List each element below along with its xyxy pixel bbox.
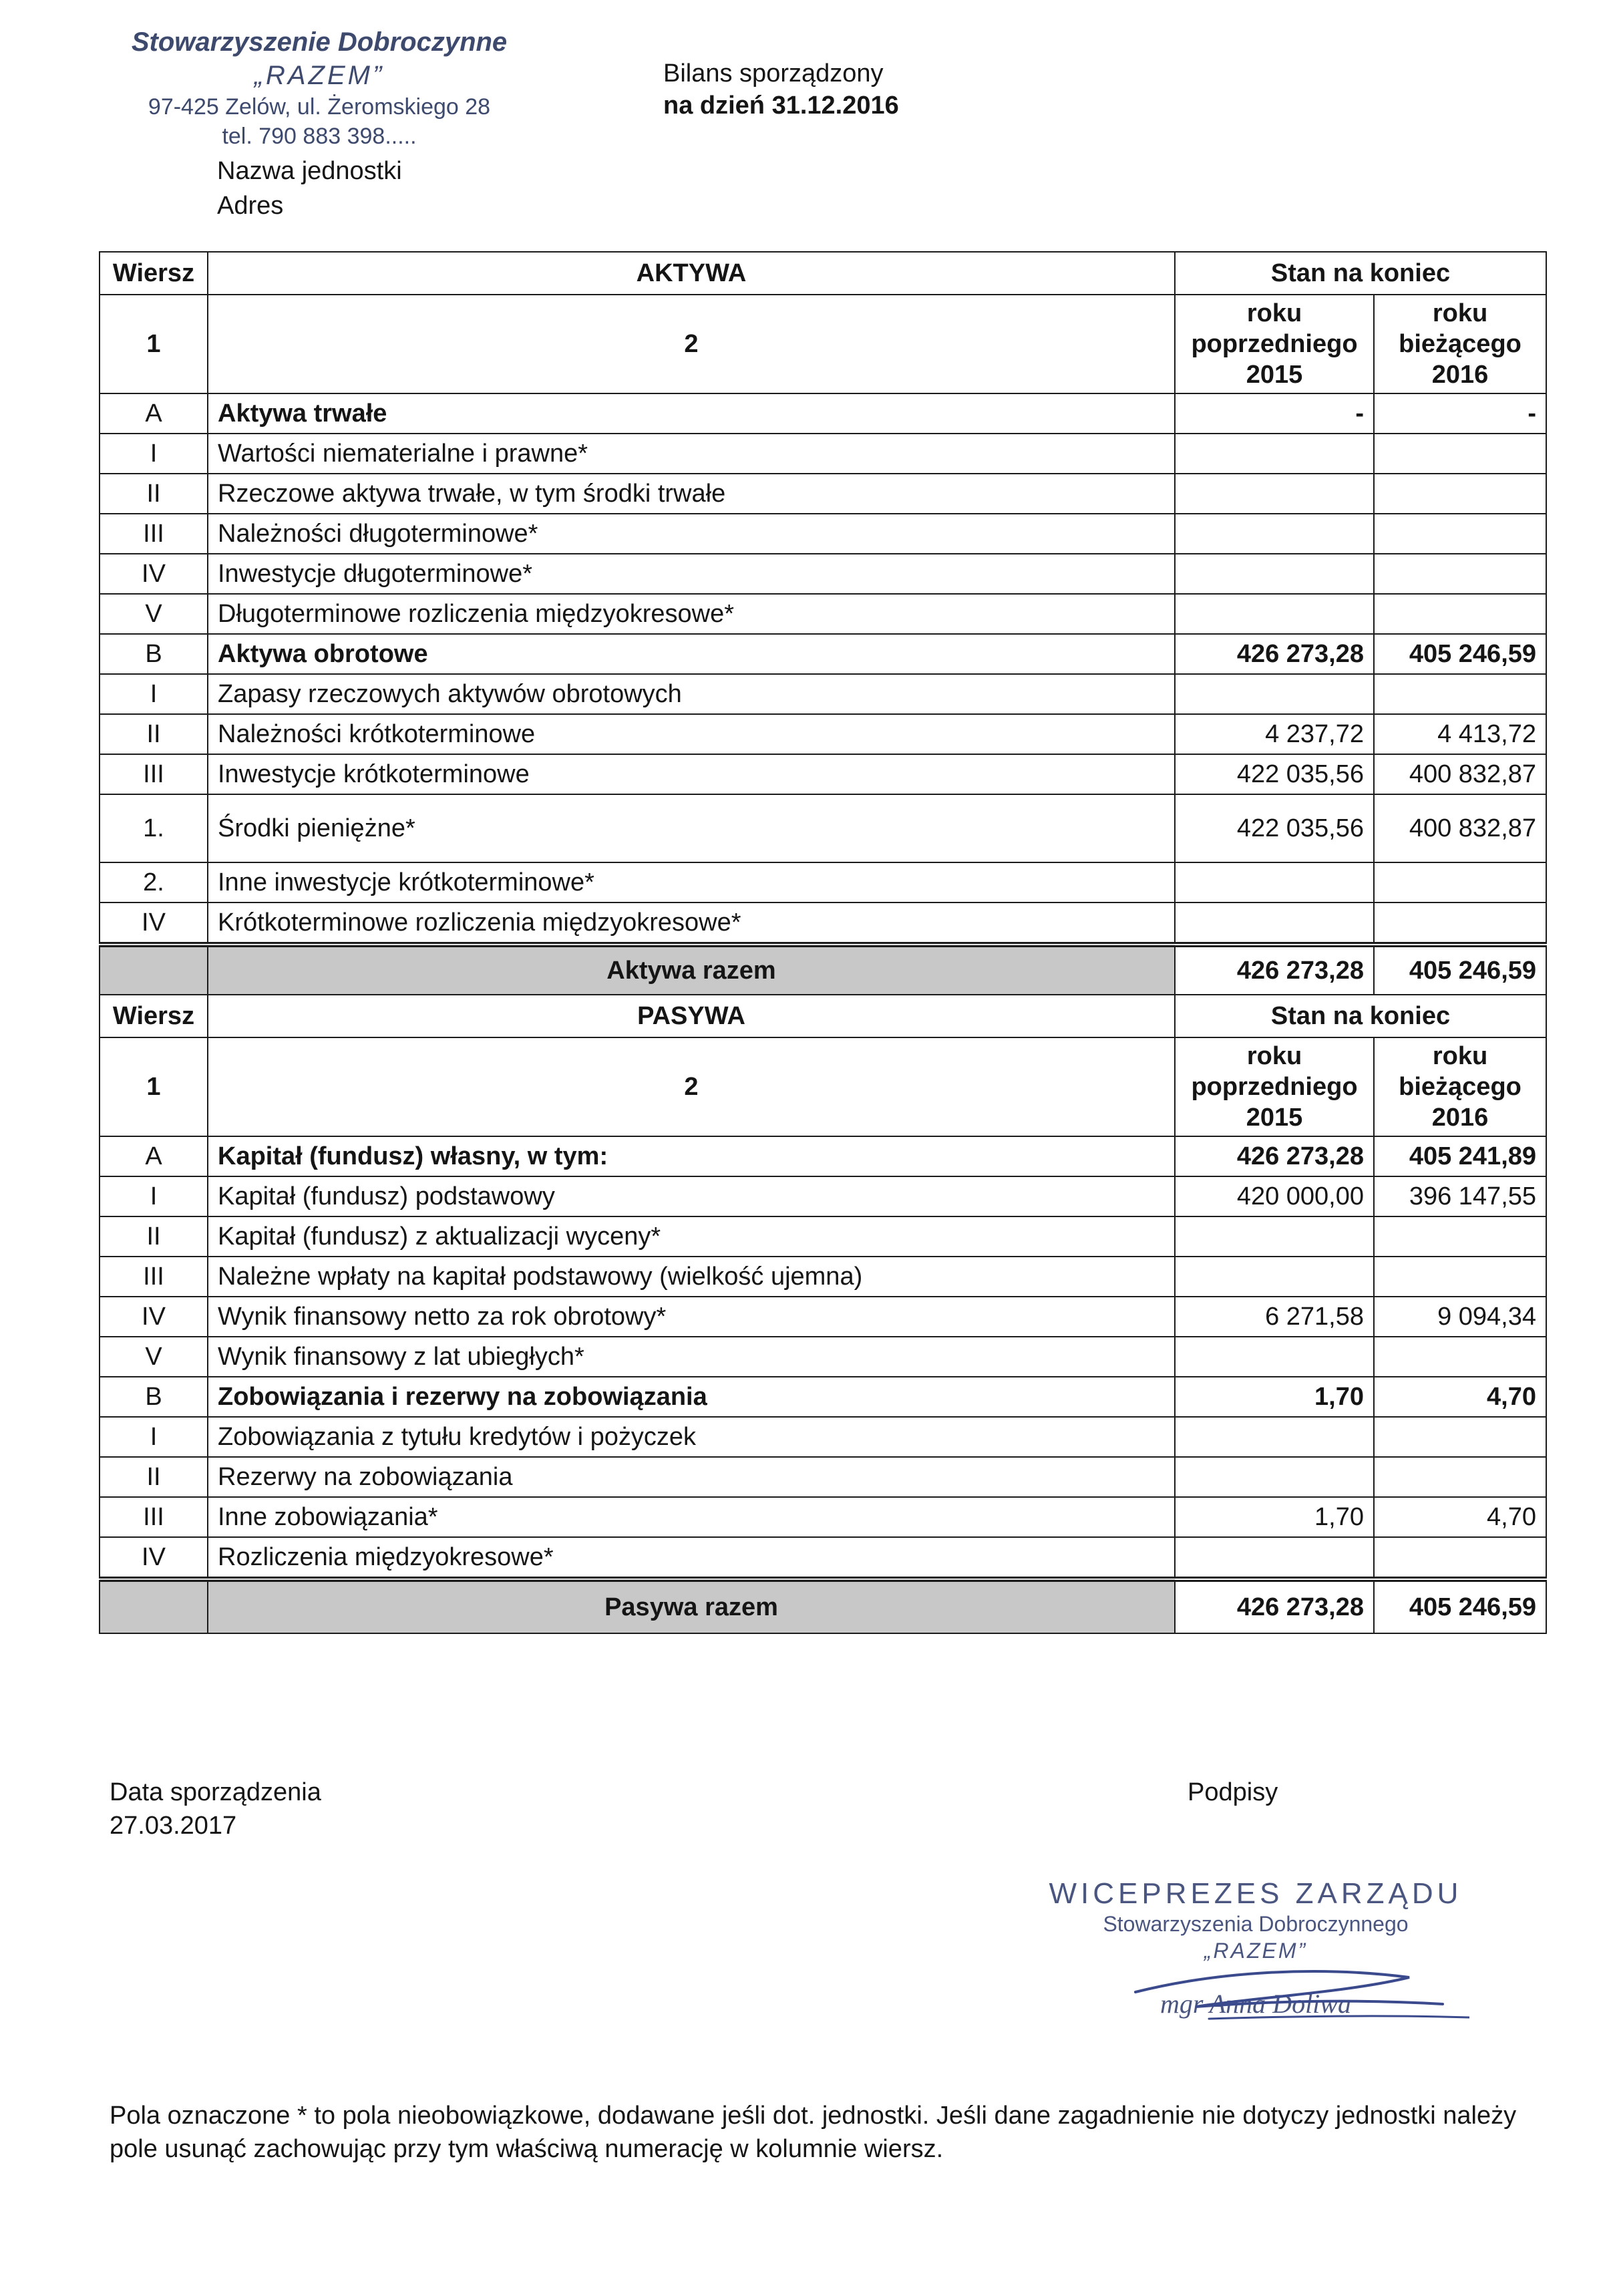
date-label: Data sporządzenia: [110, 1778, 321, 1806]
row-id: I: [100, 1176, 208, 1216]
row-current-year: 396 147,55: [1374, 1176, 1546, 1216]
row-previous-year: [1175, 554, 1374, 594]
footnote: Pola oznaczone * to pola nieobowiązkowe, dodawane jeśli dot. jednostki. Jeśli dane zagadnienie nie dotyczy jednostki należy pole usunąć zachowując przy tym właściwą numerację w kolumnie wiersz.: [110, 2102, 1517, 2163]
header-assets-title: AKTYWA: [208, 252, 1175, 295]
row-label: Rezerwy na zobowiązania: [208, 1457, 1175, 1497]
row-previous-year: 4 237,72: [1175, 714, 1374, 754]
liabilities-total-label: Pasywa razem: [208, 1579, 1175, 1633]
row-id: I: [100, 674, 208, 714]
liabilities-total-section: [100, 1579, 1546, 1633]
header-previous-year: [1175, 295, 1374, 393]
row-previous-year: -: [1175, 393, 1374, 434]
org-short-name: „RAZEM”: [254, 61, 385, 90]
pasywa-row: [100, 1377, 1546, 1417]
preparation-date: [110, 1776, 321, 1842]
header-previous-year-line: poprzedniego: [1191, 1073, 1358, 1101]
assets-header-row: [100, 252, 1546, 295]
row-current-year: [1374, 903, 1546, 945]
row-label: Wartości niematerialne i prawne*: [208, 434, 1175, 474]
header-current-year-line: bieżącego: [1399, 330, 1522, 358]
row-label: Zobowiązania i rezerwy na zobowiązania: [208, 1377, 1175, 1417]
row-previous-year: [1175, 674, 1374, 714]
row-id: III: [100, 1257, 208, 1297]
row-id: A: [100, 393, 208, 434]
org-phone: tel. 790 883 398.....: [222, 124, 417, 149]
pasywa-row: [100, 1497, 1546, 1537]
row-current-year: [1374, 1537, 1546, 1579]
row-current-year: 9 094,34: [1374, 1297, 1546, 1337]
aktywa-row: [100, 393, 1546, 434]
row-current-year: 405 241,89: [1374, 1136, 1546, 1176]
pasywa-row: [100, 1457, 1546, 1497]
row-label: Wynik finansowy netto za rok obrotowy*: [208, 1297, 1175, 1337]
aktywa-row: [100, 474, 1546, 514]
row-id: IV: [100, 554, 208, 594]
title-line-1: Bilans sporządzony: [663, 59, 884, 88]
row-current-year: [1374, 1216, 1546, 1257]
pasywa-row: [100, 1257, 1546, 1297]
row-id: A: [100, 1136, 208, 1176]
address-label: Adres: [217, 192, 284, 220]
column-number-2: 2: [208, 295, 1175, 393]
row-label: Inne inwestycje krótkoterminowe*: [208, 862, 1175, 903]
column-number-1: 1: [100, 295, 208, 393]
aktywa-row: [100, 554, 1546, 594]
aktywa-row: [100, 514, 1546, 554]
row-id: V: [100, 1337, 208, 1377]
column-number-2: 2: [208, 1037, 1175, 1136]
header-state-at-end: Stan na koniec: [1175, 252, 1546, 295]
aktywa-row: [100, 594, 1546, 634]
row-label: Kapitał (fundusz) podstawowy: [208, 1176, 1175, 1216]
row-label: Wynik finansowy z lat ubiegłych*: [208, 1337, 1175, 1377]
row-id: II: [100, 474, 208, 514]
header-previous-year-line: poprzedniego: [1191, 330, 1358, 358]
row-current-year: [1374, 594, 1546, 634]
aktywa-row: [100, 674, 1546, 714]
assets-total-row: [100, 945, 1546, 995]
row-previous-year: 420 000,00: [1175, 1176, 1374, 1216]
row-id: IV: [100, 1537, 208, 1579]
row-id: III: [100, 514, 208, 554]
row-label: Inwestycje krótkoterminowe: [208, 754, 1175, 794]
row-previous-year: [1175, 514, 1374, 554]
row-current-year: [1374, 554, 1546, 594]
pasywa-row: [100, 1417, 1546, 1457]
assets-subheader-row: [100, 295, 1546, 393]
liabilities-total-current: 405 246,59: [1374, 1579, 1546, 1633]
aktywa-row: [100, 434, 1546, 474]
pasywa-row: [100, 1136, 1546, 1176]
row-current-year: 4 413,72: [1374, 714, 1546, 754]
liabilities-section: [100, 995, 1546, 1579]
row-label: Należności długoterminowe*: [208, 514, 1175, 554]
header-previous-year-line: 2015: [1246, 1104, 1303, 1132]
row-label: Należne wpłaty na kapitał podstawowy (wielkość ujemna): [208, 1257, 1175, 1297]
row-label: Kapitał (fundusz) własny, w tym:: [208, 1136, 1175, 1176]
stamp-organization: Stowarzyszenia Dobroczynnego: [1103, 1912, 1409, 1936]
aktywa-row: [100, 794, 1546, 862]
row-id: I: [100, 1417, 208, 1457]
row-label: Rozliczenia międzyokresowe*: [208, 1537, 1175, 1579]
row-id: II: [100, 714, 208, 754]
header-current-year-line: 2016: [1431, 1104, 1489, 1132]
row-label: Aktywa trwałe: [208, 393, 1175, 434]
row-previous-year: 1,70: [1175, 1377, 1374, 1417]
row-current-year: [1374, 514, 1546, 554]
stamp-person-name: mgr Anna Doliwa: [1160, 1989, 1351, 2019]
row-id: 2.: [100, 862, 208, 903]
aktywa-row: [100, 714, 1546, 754]
org-name: Stowarzyszenie Dobroczynne: [131, 27, 508, 57]
row-previous-year: 426 273,28: [1175, 634, 1374, 674]
assets-total-section: [100, 945, 1546, 995]
title-date: na dzień 31.12.2016: [663, 92, 899, 120]
row-label: Rzeczowe aktywa trwałe, w tym środki trwałe: [208, 474, 1175, 514]
row-previous-year: [1175, 903, 1374, 945]
unit-labels: [217, 154, 402, 223]
header-liabilities-title: PASYWA: [208, 995, 1175, 1037]
row-id: IV: [100, 903, 208, 945]
assets-total-current: 405 246,59: [1374, 945, 1546, 995]
signatures-label: Podpisy: [1188, 1778, 1278, 1806]
pasywa-row: [100, 1297, 1546, 1337]
row-id: III: [100, 1497, 208, 1537]
aktywa-row: [100, 862, 1546, 903]
row-previous-year: 426 273,28: [1175, 1136, 1374, 1176]
total-blank-cell: [100, 945, 208, 995]
row-current-year: -: [1374, 393, 1546, 434]
header-current-year-line: 2016: [1431, 361, 1489, 389]
liabilities-subheader-row: [100, 1037, 1546, 1136]
row-label: Inwestycje długoterminowe*: [208, 554, 1175, 594]
header-previous-year: [1175, 1037, 1374, 1136]
row-id: IV: [100, 1297, 208, 1337]
row-label: Zapasy rzeczowych aktywów obrotowych: [208, 674, 1175, 714]
row-current-year: [1374, 474, 1546, 514]
pasywa-row: [100, 1216, 1546, 1257]
row-previous-year: [1175, 1216, 1374, 1257]
row-id: B: [100, 1377, 208, 1417]
row-current-year: [1374, 1417, 1546, 1457]
header-current-year-line: roku: [1432, 299, 1488, 327]
row-current-year: 4,70: [1374, 1497, 1546, 1537]
aktywa-row: [100, 903, 1546, 945]
liabilities-total-row: [100, 1579, 1546, 1633]
header-previous-year-line: roku: [1246, 1042, 1302, 1070]
header-row-number: Wiersz: [100, 995, 208, 1037]
header-state-at-end: Stan na koniec: [1175, 995, 1546, 1037]
row-current-year: 4,70: [1374, 1377, 1546, 1417]
row-previous-year: [1175, 1337, 1374, 1377]
balance-sheet-table: [99, 251, 1547, 1634]
row-id: II: [100, 1216, 208, 1257]
row-id: III: [100, 754, 208, 794]
row-label: Należności krótkoterminowe: [208, 714, 1175, 754]
column-number-1: 1: [100, 1037, 208, 1136]
row-previous-year: [1175, 474, 1374, 514]
pasywa-row: [100, 1537, 1546, 1579]
row-id: II: [100, 1457, 208, 1497]
total-blank-cell: [100, 1579, 208, 1633]
row-previous-year: 422 035,56: [1175, 794, 1374, 862]
row-previous-year: [1175, 1257, 1374, 1297]
row-previous-year: [1175, 1457, 1374, 1497]
pasywa-row: [100, 1176, 1546, 1216]
liabilities-total-previous: 426 273,28: [1175, 1579, 1374, 1633]
row-previous-year: [1175, 1417, 1374, 1457]
row-label: Środki pieniężne*: [208, 794, 1175, 862]
header-current-year-line: bieżącego: [1399, 1073, 1522, 1101]
row-id: V: [100, 594, 208, 634]
row-id: B: [100, 634, 208, 674]
row-label: Aktywa obrotowe: [208, 634, 1175, 674]
row-label: Krótkoterminowe rozliczenia międzyokresowe*: [208, 903, 1175, 945]
row-current-year: 400 832,87: [1374, 754, 1546, 794]
row-current-year: [1374, 1257, 1546, 1297]
stamp-title: WICEPREZES ZARZĄDU: [1049, 1877, 1463, 1910]
unit-name-label: Nazwa jednostki: [217, 157, 402, 185]
header-previous-year-line: 2015: [1246, 361, 1303, 389]
pasywa-row: [100, 1337, 1546, 1377]
row-current-year: [1374, 1457, 1546, 1497]
row-label: Inne zobowiązania*: [208, 1497, 1175, 1537]
row-label: Zobowiązania z tytułu kredytów i pożyczek: [208, 1417, 1175, 1457]
date-value: 27.03.2017: [110, 1812, 237, 1840]
row-label: Długoterminowe rozliczenia międzyokresowe*: [208, 594, 1175, 634]
stamp-short-name: „RAZEM”: [1204, 1939, 1308, 1963]
header-current-year: [1374, 295, 1546, 393]
handwritten-signature: [1095, 1945, 1469, 2045]
org-address: 97-425 Zelów, ul. Żeromskiego 28: [148, 94, 491, 120]
row-previous-year: [1175, 1537, 1374, 1579]
row-previous-year: 6 271,58: [1175, 1297, 1374, 1337]
header-row-number: Wiersz: [100, 252, 208, 295]
assets-total-previous: 426 273,28: [1175, 945, 1374, 995]
row-previous-year: [1175, 862, 1374, 903]
row-current-year: [1374, 862, 1546, 903]
row-previous-year: [1175, 594, 1374, 634]
liabilities-header-row: [100, 995, 1546, 1037]
row-label: Kapitał (fundusz) z aktualizacji wyceny*: [208, 1216, 1175, 1257]
header-previous-year-line: roku: [1246, 299, 1302, 327]
aktywa-row: [100, 634, 1546, 674]
row-current-year: 405 246,59: [1374, 634, 1546, 674]
assets-section: [100, 252, 1546, 945]
row-id: 1.: [100, 794, 208, 862]
header-current-year: [1374, 1037, 1546, 1136]
row-previous-year: 422 035,56: [1175, 754, 1374, 794]
header-current-year-line: roku: [1432, 1042, 1488, 1070]
row-previous-year: [1175, 434, 1374, 474]
aktywa-row: [100, 754, 1546, 794]
row-current-year: [1374, 1337, 1546, 1377]
organization-stamp: [119, 25, 520, 151]
document-title: [663, 57, 899, 122]
row-current-year: [1374, 674, 1546, 714]
row-previous-year: 1,70: [1175, 1497, 1374, 1537]
assets-total-label: Aktywa razem: [208, 945, 1175, 995]
row-current-year: [1374, 434, 1546, 474]
row-id: I: [100, 434, 208, 474]
row-current-year: 400 832,87: [1374, 794, 1546, 862]
